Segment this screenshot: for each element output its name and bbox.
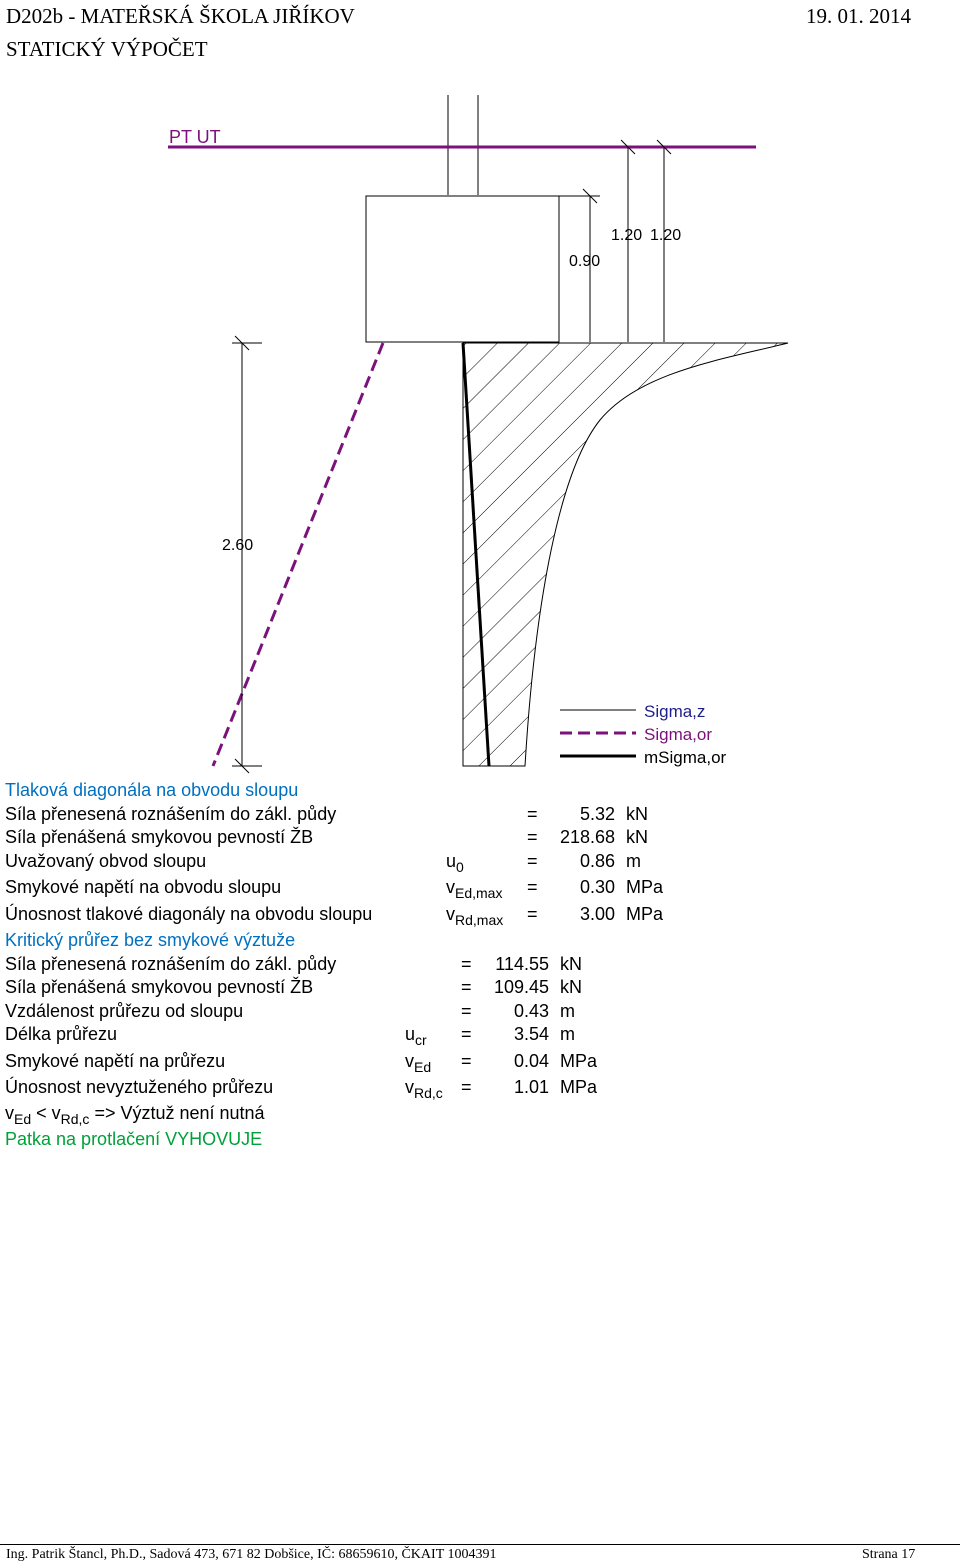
row-value: 3.00 (579, 904, 615, 924)
row-label: Smykové napětí na obvodu sloupu (5, 877, 282, 897)
row-label: Délka průřezu (5, 1024, 118, 1044)
comparison-line: $v_{Ed} < v_{Rd,c}$ => Výztuž není nutná (5, 1103, 265, 1127)
legend-msigma-or: mSigma,or (644, 748, 727, 767)
footing-block (366, 196, 559, 342)
row-eq: = (461, 1001, 472, 1021)
row-value: 3.54 (513, 1024, 549, 1044)
row-eq: = (461, 954, 472, 974)
row-unit: MPa (626, 877, 664, 897)
row-unit: m (560, 1001, 575, 1021)
row-eq: = (461, 977, 472, 997)
row-label: Síla přenášená smykovou pevností ŽB (5, 977, 314, 997)
row-label: Vzdálenost průřezu od sloupu (5, 1001, 244, 1021)
sigma-or-line (213, 343, 383, 766)
row-symbol: $u_{cr}$ (405, 1024, 427, 1048)
row-eq: = (461, 1051, 472, 1071)
document-date: 19. 01. 2014 (806, 4, 911, 28)
row-unit: kN (626, 804, 648, 824)
row-unit: kN (560, 954, 582, 974)
row-eq: = (527, 827, 538, 847)
row-value: 114.55 (495, 954, 549, 974)
dim-090-label: 0.90 (569, 253, 601, 270)
page-number: Strana 17 (862, 1547, 916, 1562)
section2-heading: Kritický průřez bez smykové výztuže (5, 930, 296, 950)
section1-heading: Tlaková diagonála na obvodu sloupu (5, 780, 299, 800)
row-unit: m (626, 851, 641, 871)
row-label: Uvažovaný obvod sloupu (5, 851, 207, 871)
footer-author: Ing. Patrik Štancl, Ph.D., Sadová 473, 671 82 Dobšice, IČ: 68659610, ČKAIT 1004391 (6, 1547, 497, 1562)
row-symbol: $v_{Ed,max}$ (446, 877, 503, 901)
document-subtitle: STATICKÝ VÝPOČET (6, 37, 208, 61)
row-label: Síla přenesená roznášením do zákl. půdy (5, 804, 337, 824)
dim-120a-label: 1.20 (611, 227, 643, 244)
row-unit: MPa (626, 904, 664, 924)
row-value: 5.32 (579, 804, 615, 824)
row-value: 1.01 (513, 1077, 549, 1097)
row-symbol: $u_0$ (446, 851, 464, 875)
dim-260-label: 2.60 (222, 537, 254, 554)
beam-label: PT UT (169, 127, 221, 147)
legend-sigma-or: Sigma,or (644, 725, 713, 744)
row-value: 0.30 (579, 877, 615, 897)
verdict: Patka na protlačení VYHOVUJE (5, 1129, 263, 1149)
row-eq: = (527, 851, 538, 871)
document-title: D202b - MATEŘSKÁ ŠKOLA JIŘÍKOV (6, 4, 355, 28)
row-label: Síla přenesená roznášením do zákl. půdy (5, 954, 337, 974)
row-label: Únosnost nevyztuženého průřezu (5, 1077, 274, 1097)
row-symbol: $v_{Rd,max}$ (446, 904, 504, 928)
row-value: 218.68 (559, 827, 615, 847)
row-value: 0.04 (513, 1051, 549, 1071)
dim-120b-label: 1.20 (650, 227, 682, 244)
row-eq: = (461, 1024, 472, 1044)
row-label: Síla přenášená smykovou pevností ŽB (5, 827, 314, 847)
row-unit: kN (626, 827, 648, 847)
row-unit: kN (560, 977, 582, 997)
row-value: 109.45 (493, 977, 549, 997)
row-unit: m (560, 1024, 575, 1044)
footer-divider (0, 1544, 960, 1545)
row-label: Smykové napětí na průřezu (5, 1051, 226, 1071)
row-symbol: $v_{Ed}$ (405, 1051, 432, 1075)
row-label: Únosnost tlakové diagonály na obvodu sloupu (5, 904, 373, 924)
row-eq: = (527, 904, 538, 924)
row-unit: MPa (560, 1077, 598, 1097)
legend-sigma-z: Sigma,z (644, 702, 706, 721)
row-value: 0.43 (513, 1001, 549, 1021)
row-symbol: $v_{Rd,c}$ (405, 1077, 443, 1101)
row-eq: = (527, 877, 538, 897)
row-value: 0.86 (579, 851, 615, 871)
stress-region (463, 343, 788, 766)
row-unit: MPa (560, 1051, 598, 1071)
row-eq: = (527, 804, 538, 824)
row-eq: = (461, 1077, 472, 1097)
